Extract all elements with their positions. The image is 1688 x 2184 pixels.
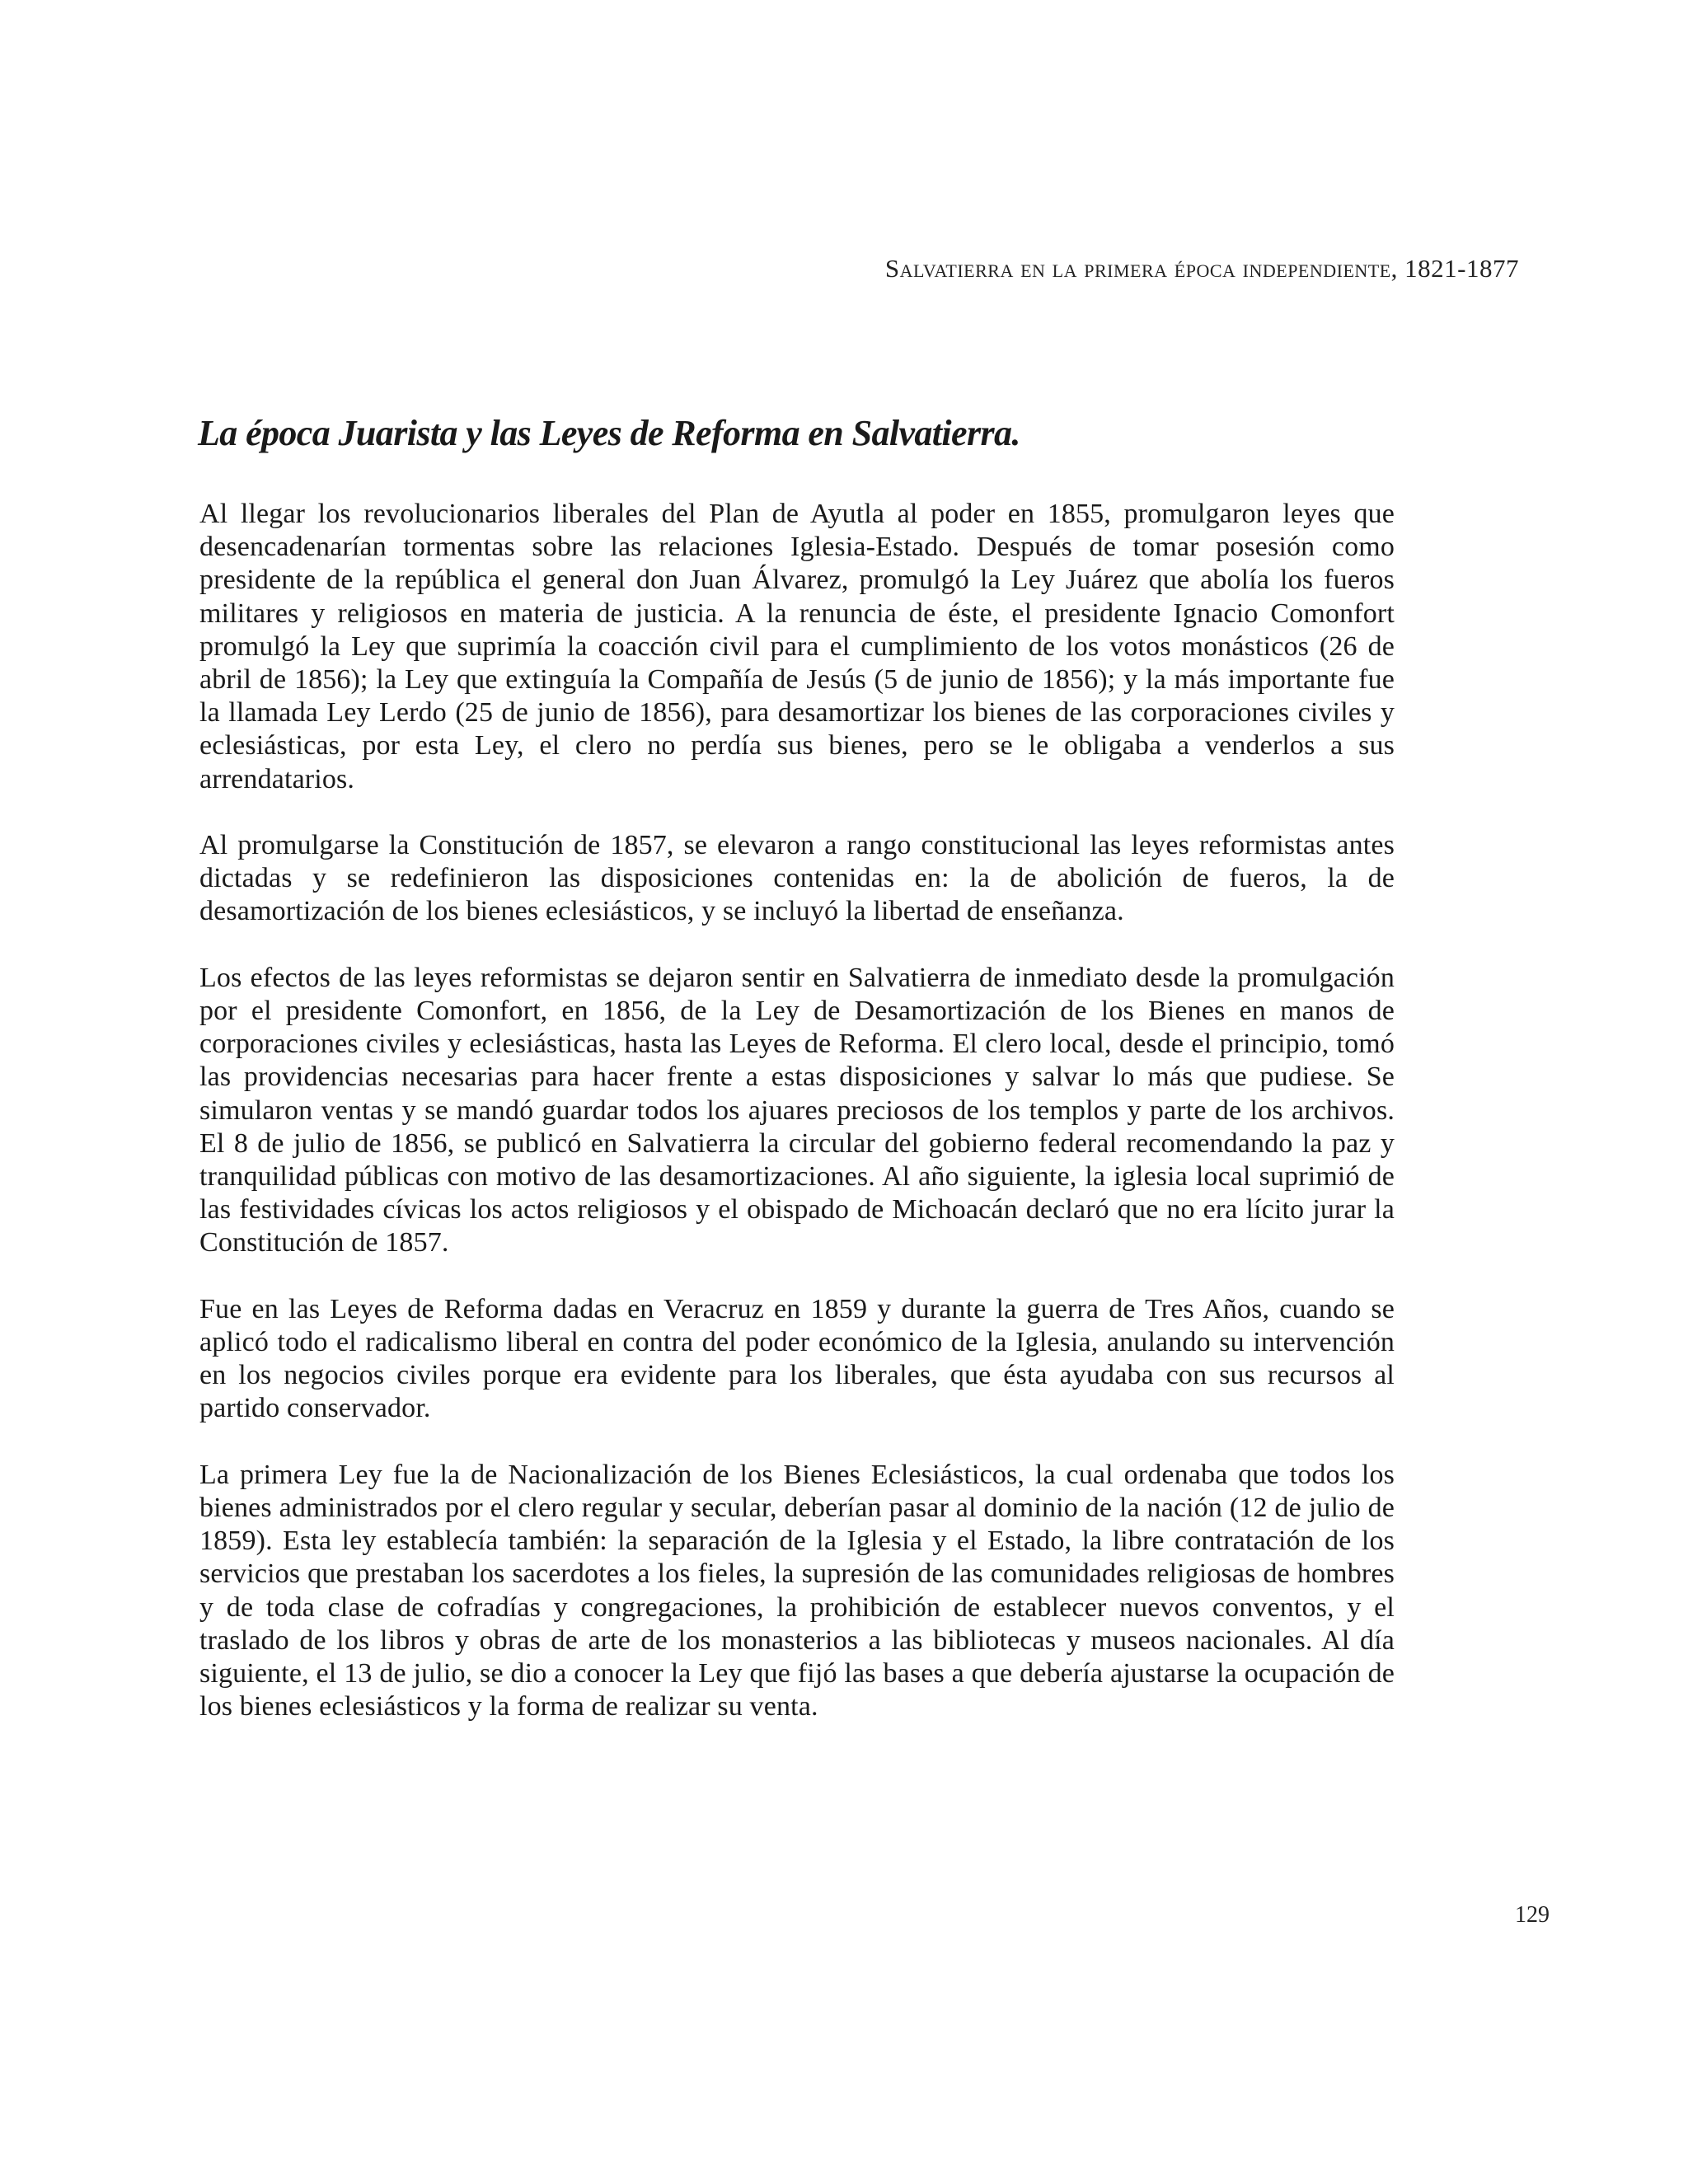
section-title: La época Juarista y las Leyes de Reforma en Salvatierra.: [198, 413, 1020, 453]
running-header: Salvatierra en la primera época independiente, 1821-1877: [884, 254, 1519, 283]
page-number: 129: [1515, 1902, 1550, 1928]
paragraph: Fue en las Leyes de Reforma dadas en Veracruz en 1859 y durante la guerra de Tres Años, cuando se aplicó todo el radicalismo liberal en contra del poder económico de la Iglesia, anulando su intervención en los negocios civiles porque era evidente para los liberales, que ésta ayudaba con sus recursos al partido conservador.: [199, 1293, 1395, 1424]
paragraph: Al llegar los revolucionarios liberales del Plan de Ayutla al poder en 1855, promulgaron leyes que desencadenarían tormentas sobre las relaciones Iglesia-Estado. Después de tomar posesión como presidente de la república el general don Juan Álvarez, promulgó la Ley Juárez que abolía los fueros militares y religiosos en materia de justicia. A la renuncia de éste, el presidente Ignacio Comonfort promulgó la Ley que suprimía la coacción civil para el cumplimiento de los votos monásticos (26 de abril de 1856); la Ley que extinguía la Compañía de Jesús (5 de junio de 1856); y la más importante fue la llamada Ley Lerdo (25 de junio de 1856), para desamortizar los bienes de las corporaciones civiles y eclesiásticas, por esta Ley, el clero no perdía sus bienes, pero se le obligaba a venderlos a sus arrendatarios.: [199, 499, 1395, 794]
body-text: [199, 498, 1395, 1757]
paragraph: Al promulgarse la Constitución de 1857, se elevaron a rango constitucional las leyes reformistas antes dictadas y se redefinieron las disposiciones contenidas en: la de abolición de fueros, la de desamortización de los bienes eclesiásticos, y se incluyó la libertad de enseñanza.: [199, 830, 1395, 927]
paragraph: La primera Ley fue la de Nacionalización de los Bienes Eclesiásticos, la cual ordenaba que todos los bienes administrados por el clero regular y secular, deberían pasar al dominio de la nación (12 de julio de 1859). Esta ley establecía también: la separación de la Iglesia y el Estado, la libre contratación de los servicios que prestaban los sacerdotes a los fieles, la supresión de las comunidades religiosas de hombres y de toda clase de cofradías y congregaciones, la prohibición de establecer nuevos conventos, y el traslado de los libros y obras de arte de los monasterios a las bibliotecas y museos nacionales. Al día siguiente, el 13 de julio, se dio a conocer la Ley que fijó las bases a que debería ajustarse la ocupación de los bienes eclesiásticos y la forma de realizar su venta.: [199, 1459, 1395, 1722]
paragraph: Los efectos de las leyes reformistas se dejaron sentir en Salvatierra de inmediato desde la promulgación por el presidente Comonfort, en 1856, de la Ley de Desamortización de los Bienes en manos de corporaciones civiles y eclesiásticas, hasta las Leyes de Reforma. El clero local, desde el principio, tomó las providencias necesarias para hacer frente a estas disposiciones y salvar lo más que pudiese. Se simularon ventas y se mandó guardar todos los ajuares preciosos de los templos y parte de los archivos. El 8 de julio de 1856, se publicó en Salvatierra la circular del gobierno federal recomendando la paz y tranquilidad públicas con motivo de las desamortizaciones. Al año siguiente, la iglesia local suprimió de las festividades cívicas los actos religiosos y el obispado de Michoacán declaró que no era lícito jurar la Constitución de 1857.: [199, 962, 1395, 1258]
